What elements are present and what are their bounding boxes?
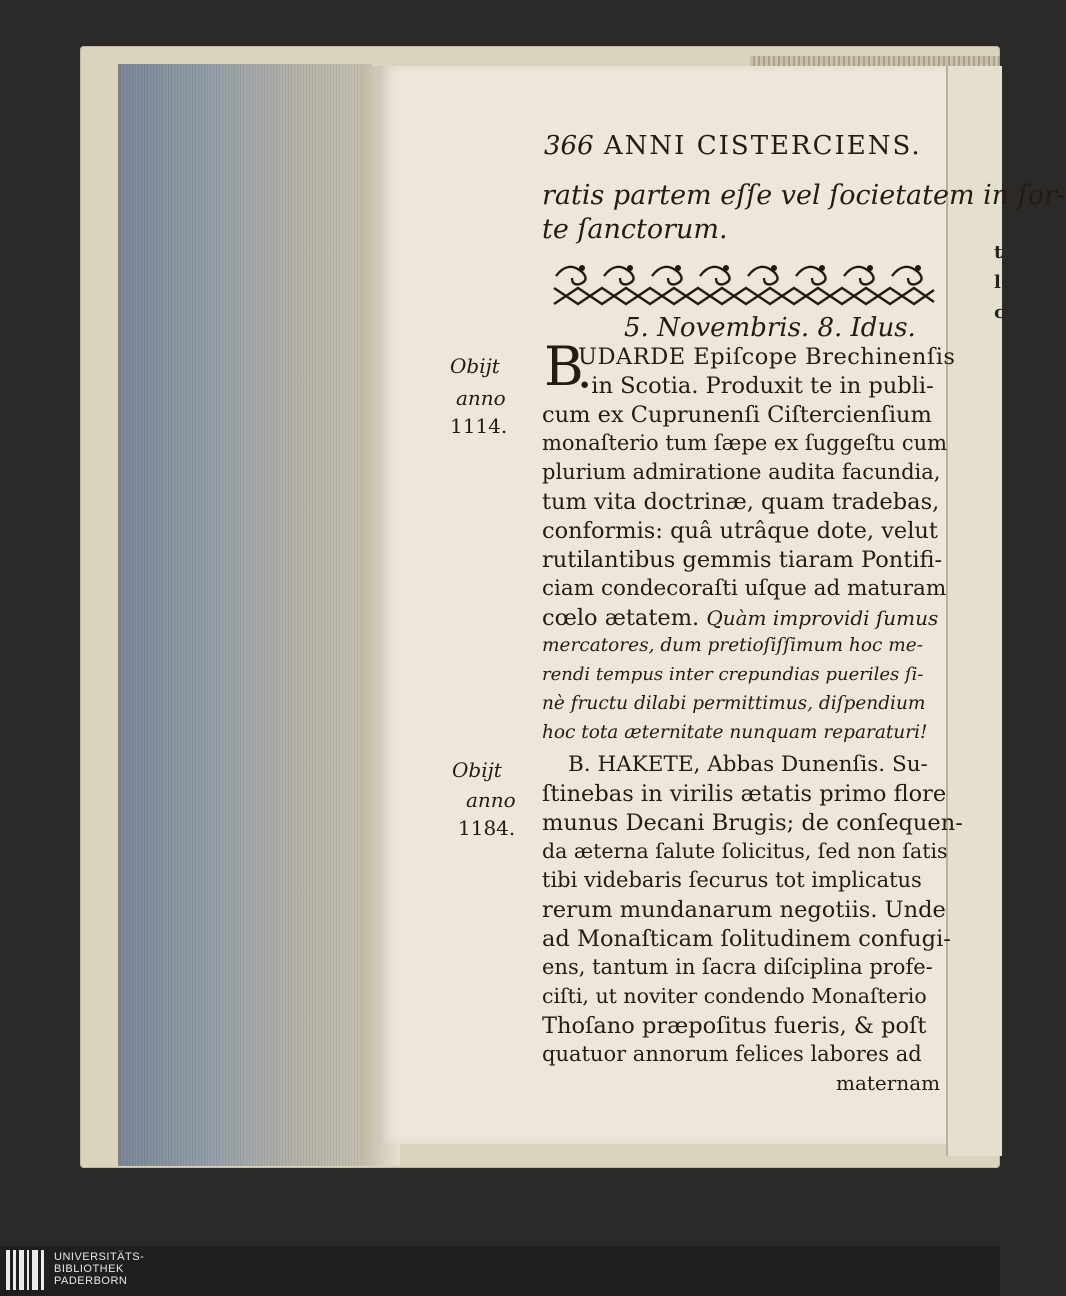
italic-line: nè fructu dilabi permittimus, diſpendium bbox=[542, 693, 926, 714]
library-name bbox=[54, 1251, 144, 1287]
italic-line: hoc tota æternitate nunquam reparaturi! bbox=[542, 722, 928, 743]
margin-note-line: 1114. bbox=[450, 414, 508, 438]
text-line: ſtinebas in virilis ætatis primo flore bbox=[542, 781, 947, 807]
text-line: ciam condecoraſti uſque ad maturam bbox=[542, 576, 947, 601]
text-line: plurium admiratione audita facundia, bbox=[542, 460, 941, 484]
facing-letter: l bbox=[994, 272, 1001, 293]
margin-note-line: Obijt bbox=[452, 758, 502, 782]
text-line: quatuor annorum felices labores ad bbox=[542, 1042, 922, 1066]
drop-capital: B bbox=[544, 335, 584, 398]
text-line: cum ex Cuprunenſi Ciſtercienſium bbox=[542, 402, 932, 428]
text-line: rerum mundanarum negotiis. Unde bbox=[542, 897, 946, 923]
running-header bbox=[544, 131, 922, 161]
text-line: conformis: quâ utrâque dote, velut bbox=[542, 518, 938, 544]
facing-page bbox=[946, 66, 1005, 1156]
text-line: Thoſano præpoſitus fueris, & poſt bbox=[542, 1013, 927, 1039]
library-name-line: PADERBORN bbox=[54, 1275, 128, 1287]
facing-letter: t bbox=[994, 242, 1003, 263]
facing-letter: c bbox=[994, 302, 1005, 323]
text-line: ens, tantum in ſacra diſciplina profe- bbox=[542, 955, 933, 979]
margin-note-line: 1184. bbox=[458, 816, 516, 840]
margin-note-anno bbox=[466, 788, 516, 812]
text-line: munus Decani Brugis; de conſequen- bbox=[542, 810, 963, 836]
catchword: maternam bbox=[836, 1071, 941, 1095]
running-title: ANNI CISTERCIENS. bbox=[603, 131, 922, 161]
italic-line: rendi tempus inter crepundias pueriles ſi- bbox=[542, 664, 924, 685]
margin-note-anno bbox=[456, 386, 506, 410]
margin-note-obit bbox=[450, 354, 500, 378]
margin-note-year bbox=[458, 816, 515, 840]
margin-note-line: anno bbox=[466, 788, 516, 812]
text-line: monaſterio tum ſæpe ex ſuggeſtu cum bbox=[542, 431, 948, 455]
text-line: tum vita doctrinæ, quam tradebas, bbox=[542, 489, 940, 515]
text-run: cœlo ætatem. bbox=[542, 605, 700, 631]
lead-in-line: ratis partem eſſe vel ſocietatem in ſor- bbox=[542, 180, 1066, 211]
library-name-line: UNIVERSITÄTS- bbox=[54, 1251, 145, 1263]
margin-note-year bbox=[450, 414, 507, 438]
text-line: B. HAKETE, Abbas Dunenſis. Su- bbox=[568, 752, 928, 777]
text-line: tibi videbaris ſecurus tot implicatus bbox=[542, 868, 922, 892]
text-line: rutilantibus gemmis tiaram Pontifi- bbox=[542, 547, 943, 573]
italic-line: mercatores, dum pretioſiſſimum hoc me- bbox=[542, 635, 923, 656]
library-logo-icon bbox=[6, 1250, 50, 1290]
margin-note-line: Obijt bbox=[450, 354, 500, 378]
margin-note-obit bbox=[452, 758, 502, 782]
margin-note-line: anno bbox=[456, 386, 506, 410]
text-line: •in Scotia. Produxit te in publi- bbox=[578, 373, 934, 399]
feast-date: 5. Novembris. 8. Idus. bbox=[624, 313, 916, 343]
text-line: UDARDE Epiſcope Brechinenſis bbox=[578, 344, 956, 370]
library-footer bbox=[0, 1246, 1000, 1296]
ornament-band bbox=[552, 258, 936, 308]
fore-edge-pages bbox=[118, 64, 372, 1166]
lead-in-line: te ſanctorum. bbox=[542, 214, 728, 245]
italic-run: Quàm improvidi ſumus bbox=[706, 606, 939, 630]
text-line: da æterna ſalute ſolicitus, ſed non ſatis bbox=[542, 839, 948, 863]
text-line bbox=[542, 605, 938, 631]
text-line: ad Monaſticam ſolitudinem confugi- bbox=[542, 926, 951, 952]
library-name-line: BIBLIOTHEK bbox=[54, 1263, 124, 1275]
page-number: 366 bbox=[544, 131, 594, 161]
text-line: ciſti, ut noviter condendo Monaſterio bbox=[542, 984, 927, 1008]
